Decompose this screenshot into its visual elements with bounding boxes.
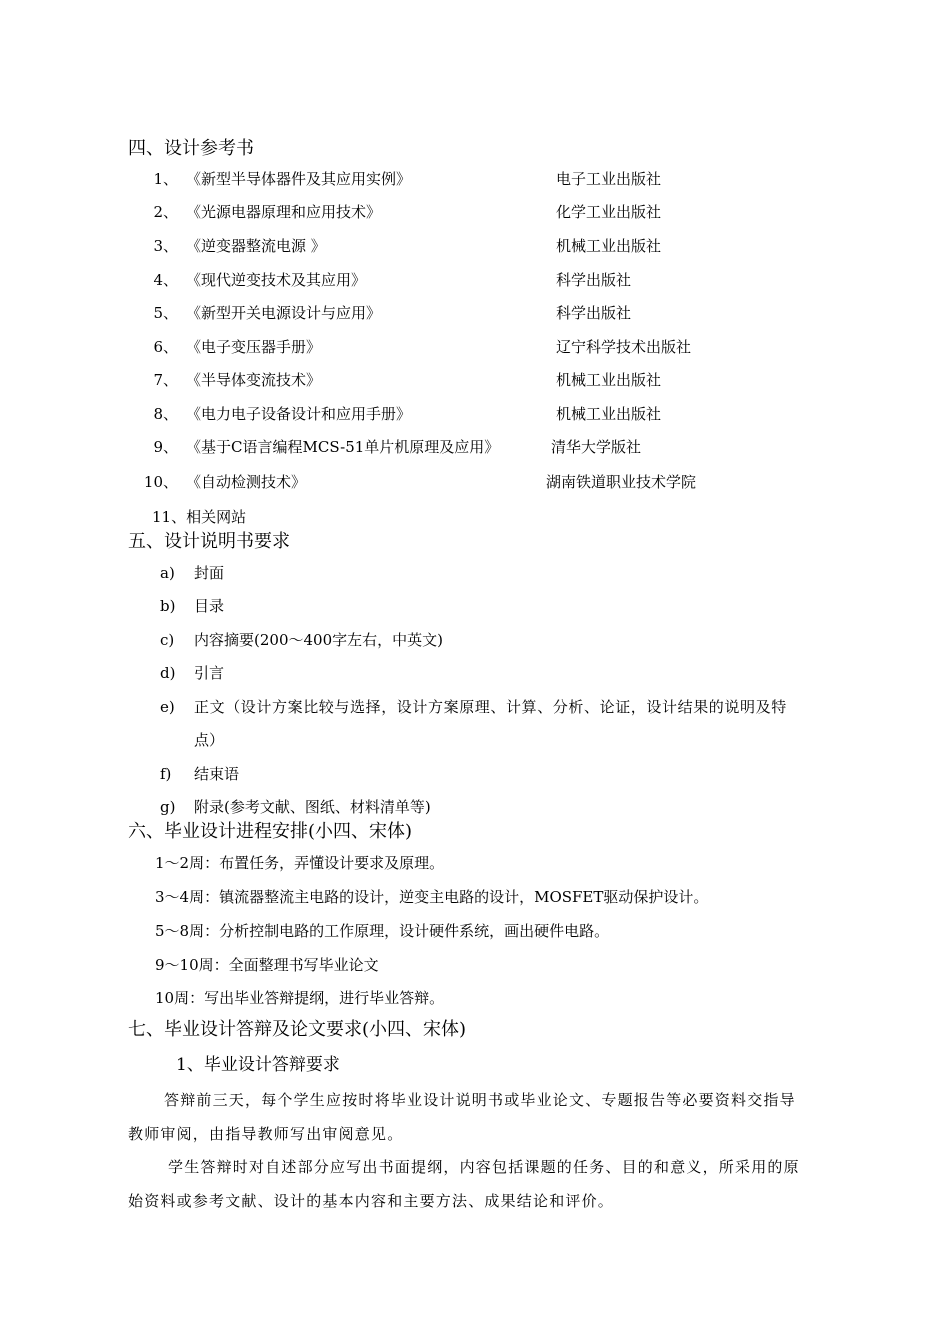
reference-publisher: 清华大学版社 (551, 438, 642, 456)
reference-publisher: 湖南铁道职业技术学院 (546, 473, 697, 491)
list-item-letter: e) (160, 698, 175, 716)
list-item-letter: f) (160, 765, 172, 783)
schedule-item: 1～2周：布置任务，弄懂设计要求及原理。 (155, 854, 445, 872)
list-item-letter: d) (160, 664, 176, 682)
reference-title: 《新型开关电源设计与应用》 (186, 304, 382, 322)
reference-publisher: 机械工业出版社 (556, 371, 662, 389)
list-item-text: 正文（设计方案比较与选择，设计方案原理、计算、分析、论证，设计结果的说明及特 (194, 698, 787, 716)
reference-publisher: 机械工业出版社 (556, 405, 662, 423)
reference-number: 8、 (153, 405, 178, 423)
list-item-continuation: 点） (194, 731, 225, 749)
reference-publisher: 机械工业出版社 (556, 237, 662, 255)
list-item-letter: g) (160, 798, 176, 816)
reference-publisher: 科学出版社 (556, 304, 632, 322)
paragraph: 答辩前三天，每个学生应按时将毕业设计说明书或毕业论文、专题报告等必要资料交指导教师审阅，由指导教师写出审阅意见。 (128, 1091, 796, 1143)
section-7-title: 七、毕业设计答辩及论文要求(小四、宋体) (128, 1019, 467, 1040)
list-item-text: 封面 (194, 564, 225, 582)
reference-title: 《电力电子设备设计和应用手册》 (186, 405, 412, 423)
list-item-letter: c) (160, 631, 175, 649)
reference-number: 7、 (153, 371, 178, 389)
schedule-item: 9～10周：全面整理书写毕业论文 (155, 956, 379, 974)
section-7-subtitle: 1、毕业设计答辩要求 (176, 1055, 340, 1075)
reference-publisher: 电子工业出版社 (556, 170, 662, 188)
reference-publisher: 辽宁科学技术出版社 (556, 338, 692, 356)
reference-title: 《半导体变流技术》 (186, 371, 322, 389)
reference-title: 《电子变压器手册》 (186, 338, 322, 356)
reference-number: 3、 (153, 237, 178, 255)
reference-title: 《逆变器整流电源 》 (186, 237, 326, 255)
reference-title: 《基于C语言编程MCS-51单片机原理及应用》 (186, 438, 500, 456)
schedule-item: 10周：写出毕业答辩提纲，进行毕业答辩。 (155, 989, 445, 1007)
reference-publisher: 化学工业出版社 (556, 203, 662, 221)
reference-number: 10、 (143, 473, 178, 491)
reference-title: 《光源电器原理和应用技术》 (186, 203, 382, 221)
section-5-title: 五、设计说明书要求 (128, 531, 290, 552)
schedule-item: 5～8周：分析控制电路的工作原理，设计硬件系统，画出硬件电路。 (155, 922, 610, 940)
list-item-text: 引言 (194, 664, 225, 682)
reference-title: 《新型半导体器件及其应用实例》 (186, 170, 412, 188)
list-item-letter: a) (160, 564, 175, 582)
list-item-letter: b) (160, 597, 176, 615)
list-item-text: 结束语 (194, 765, 240, 783)
list-item-text: 附录(参考文献、图纸、材料清单等) (194, 798, 431, 816)
reference-extra: 11、相关网站 (152, 508, 247, 526)
reference-title: 《自动检测技术》 (186, 473, 307, 491)
reference-number: 1、 (153, 170, 178, 188)
reference-number: 6、 (153, 338, 178, 356)
list-item-text: 目录 (194, 597, 225, 615)
list-item-text: 内容摘要(200～400字左右，中英文) (194, 631, 443, 649)
section-6-title: 六、毕业设计进程安排(小四、宋体) (128, 821, 413, 842)
paragraph: 学生答辩时对自述部分应写出书面提纲，内容包括课题的任务、目的和意义，所采用的原始资料或参考文献、设计的基本内容和主要方法、成果结论和评价。 (128, 1158, 800, 1210)
reference-publisher: 科学出版社 (556, 271, 632, 289)
reference-number: 4、 (153, 271, 178, 289)
reference-title: 《现代逆变技术及其应用》 (186, 271, 367, 289)
section-4-title: 四、设计参考书 (128, 138, 254, 159)
reference-number: 2、 (153, 203, 178, 221)
reference-number: 9、 (153, 438, 178, 456)
reference-number: 5、 (153, 304, 178, 322)
schedule-item: 3～4周：镇流器整流主电路的设计，逆变主电路的设计，MOSFET驱动保护设计。 (155, 888, 709, 906)
